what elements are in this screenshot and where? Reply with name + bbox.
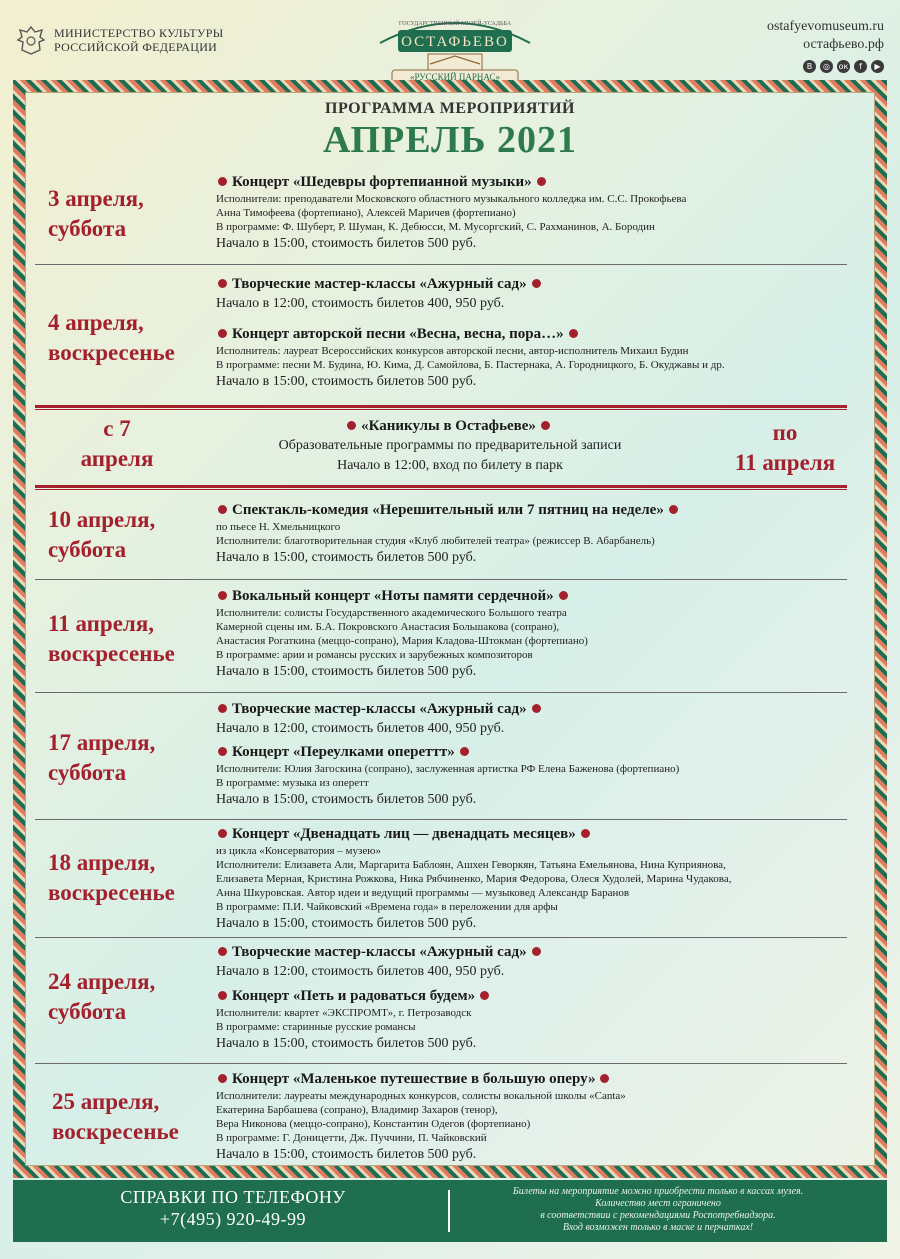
bullet-icon <box>218 991 227 1000</box>
bullet-icon <box>532 279 541 288</box>
event-title-text: Концерт «Шедевры фортепианной музыки» <box>232 174 532 190</box>
event-start: Начало в 15:00, стоимость билетов 500 руб. <box>216 374 477 389</box>
bullet-icon <box>218 947 227 956</box>
date-day: 17 апреля, <box>48 730 156 755</box>
date-label <box>48 184 144 244</box>
event-detail: Анна Тимофеева (фортепиано), Алексей Маричев (фортепиано) <box>216 207 516 219</box>
event-start: Начало в 15:00, стоимость билетов 500 руб. <box>216 1036 477 1051</box>
event-title-text: Творческие мастер-классы «Ажурный сад» <box>232 276 527 292</box>
date-label <box>52 1087 179 1147</box>
instagram-icon[interactable]: ◎ <box>820 60 833 73</box>
event-detail: Исполнители: солисты Государственного академического Большого театра <box>216 607 567 619</box>
event-detail: из цикла «Консерватория – музею» <box>216 845 381 857</box>
date-day: 11 апреля, <box>48 611 155 636</box>
event-detail: В программе: песни М. Будина, Ю. Кима, Д. Самойлова, Б. Пастернака, А. Городницкого, Б. Окуджавы и др. <box>216 359 725 371</box>
date-weekday: воскресенье <box>48 880 175 905</box>
date-day: 10 апреля, <box>48 507 156 532</box>
bullet-icon <box>218 1074 227 1083</box>
event-detail: Камерной сцены им. Б.А. Покровского Анастасия Большакова (сопрано), <box>216 621 560 633</box>
bullet-icon <box>218 747 227 756</box>
event-detail: Исполнители: преподаватели Московского областного музыкального колледжа им. С.С. Прокофьева <box>216 193 687 205</box>
event-detail: Екатерина Барбашева (сопрано), Владимир Захаров (тенор), <box>216 1104 498 1116</box>
bullet-icon <box>460 747 469 756</box>
event-detail: Исполнители: Елизавета Али, Маргарита Баблоян, Ашхен Геворкян, Татьяна Емельянова, Нина Куприянова, <box>216 859 726 871</box>
event-detail: В программе: старинные русские романсы <box>216 1021 416 1033</box>
date-weekday: суббота <box>48 999 127 1024</box>
holiday-line-2: Начало в 12:00, вход по билету в парк <box>337 458 563 473</box>
event-detail: Исполнители: Юлия Загоскина (сопрано), заслуженная артистка РФ Елена Баженова (фортепиано) <box>216 763 680 775</box>
event-title <box>200 417 700 436</box>
bullet-icon <box>541 421 550 430</box>
bullet-icon <box>600 1074 609 1083</box>
websites-block <box>767 18 884 73</box>
bullet-icon <box>347 421 356 430</box>
event-start: Начало в 15:00, стоимость билетов 500 руб. <box>216 792 477 807</box>
logo-top-text: ГОСУДАРСТВЕННЫЙ МУЗЕЙ-УСАДЬБА <box>398 21 512 27</box>
event-start: Начало в 15:00, стоимость билетов 500 руб. <box>216 236 477 251</box>
footer-notice <box>483 1186 833 1234</box>
event-title-text: Творческие мастер-классы «Ажурный сад» <box>232 701 527 717</box>
date-weekday: воскресенье <box>48 641 175 666</box>
event-title <box>216 743 856 762</box>
event-block <box>216 743 856 810</box>
event-detail: Анна Шкуровская. Автор идеи и ведущий программы — музыковед Александр Баранов <box>216 887 630 899</box>
event-detail: по пьесе Н. Хмельницкого <box>216 521 341 533</box>
odnoklassniki-icon[interactable]: ок <box>838 62 849 71</box>
website-link-1[interactable]: ostafyevomuseum.ru <box>766 19 884 34</box>
bullet-icon <box>218 329 227 338</box>
program-title: ПРОГРАММА МЕРОПРИЯТИЙ <box>325 100 575 117</box>
event-title <box>216 325 856 344</box>
event-detail: Вера Никонова (меццо-сопрано), Константин Одегов (фортепиано) <box>216 1118 531 1130</box>
event-title-text: Концерт «Петь и радоваться будем» <box>232 988 476 1004</box>
bullet-icon <box>537 177 546 186</box>
event-detail: Анастасия Рогаткина (меццо-сопрано), Мария Кладова-Штокман (фортепиано) <box>216 635 588 647</box>
event-detail: В программе: Г. Доницетти, Дж. Пуччини, П. Чайковский <box>216 1132 487 1144</box>
phone-block <box>108 1186 358 1230</box>
event-title-text: Концерт «Маленькое путешествие в большую оперу» <box>232 1071 596 1087</box>
date-day: 18 апреля, <box>48 850 156 875</box>
divider <box>35 937 847 938</box>
event-title-text: Концерт авторской песни «Весна, весна, пора…» <box>232 326 564 342</box>
footer-divider <box>448 1190 450 1232</box>
event-start: Начало в 15:00, стоимость билетов 500 руб. <box>216 916 477 931</box>
event-title-text: Вокальный концерт «Ноты памяти сердечной» <box>232 588 554 604</box>
youtube-icon[interactable]: ▶ <box>871 60 884 73</box>
event-block <box>216 275 856 314</box>
event-title <box>216 173 856 192</box>
event-block <box>216 325 856 392</box>
event-detail: Елизавета Мерная, Кристина Рожкова, Ника Рябчиненко, Мария Федорова, Олеся Худолей, Марина Чудакова, <box>216 873 732 885</box>
notice-line: в соответствии с рекомендациями Роспотребнадзора. <box>540 1210 776 1221</box>
date-weekday: суббота <box>48 537 127 562</box>
notice-line: Вход возможен только в маске и перчатках! <box>562 1222 754 1233</box>
facebook-icon[interactable]: f <box>854 60 867 73</box>
website-link-2[interactable]: остафьево.рф <box>803 37 884 52</box>
logo-name: ОСТАФЬЕВО <box>401 34 509 50</box>
date-weekday: воскресенье <box>52 1119 179 1144</box>
date-weekday: суббота <box>48 760 127 785</box>
event-block <box>216 943 856 982</box>
eagle-emblem-icon <box>16 24 46 56</box>
date-label <box>48 308 175 368</box>
event-block <box>216 825 856 934</box>
date-label <box>48 609 175 669</box>
double-divider <box>35 489 847 490</box>
bullet-icon <box>218 279 227 288</box>
footer <box>13 1180 887 1242</box>
holiday-line-1: Образовательные программы по предварительной записи <box>278 438 622 453</box>
event-start: Начало в 12:00, стоимость билетов 400, 950 руб. <box>216 964 505 979</box>
event-start: Начало в 15:00, стоимость билетов 500 руб. <box>216 1147 477 1162</box>
divider <box>35 819 847 820</box>
event-title-text: «Каникулы в Остафьеве» <box>361 418 536 434</box>
holiday-block <box>200 417 700 476</box>
event-detail: В программе: П.И. Чайковский «Времена года» в переложении для арфы <box>216 901 558 913</box>
bullet-icon <box>218 177 227 186</box>
divider <box>35 692 847 693</box>
ministry-block <box>16 24 223 56</box>
event-block <box>216 1070 856 1165</box>
event-detail: Исполнитель: лауреат Всероссийских конкурсов авторской песни, автор-исполнитель Михаил Будин <box>216 345 689 357</box>
date-label <box>48 848 175 908</box>
date-weekday: суббота <box>48 216 127 241</box>
event-title <box>216 700 856 719</box>
event-title <box>216 275 856 294</box>
ministry-name <box>54 26 223 54</box>
date-label <box>48 505 155 565</box>
phone-number[interactable]: +7(495) 920-49-99 <box>159 1209 307 1229</box>
holiday-to-1: по <box>772 420 798 445</box>
event-block <box>216 173 856 254</box>
bullet-icon <box>532 947 541 956</box>
event-start: Начало в 15:00, стоимость билетов 500 руб. <box>216 664 477 679</box>
date-label <box>48 967 155 1027</box>
event-title-text: Творческие мастер-классы «Ажурный сад» <box>232 944 527 960</box>
event-block <box>216 501 856 568</box>
bullet-icon <box>218 704 227 713</box>
divider <box>35 579 847 580</box>
holiday-from-1: с 7 <box>103 416 131 441</box>
date-label <box>48 728 155 788</box>
ministry-line-1: МИНИСТЕРСТВО КУЛЬТУРЫ <box>54 26 224 40</box>
double-divider <box>35 409 847 410</box>
event-title-text: Концерт «Переулками опереттт» <box>232 744 455 760</box>
divider <box>35 1063 847 1064</box>
phone-label: СПРАВКИ ПО ТЕЛЕФОНУ <box>120 1187 346 1207</box>
ministry-line-2: РОССИЙСКОЙ ФЕДЕРАЦИИ <box>54 40 218 54</box>
event-title <box>216 825 856 844</box>
bullet-icon <box>218 591 227 600</box>
social-icons <box>767 60 884 73</box>
double-divider <box>35 485 847 488</box>
holiday-from <box>62 414 172 474</box>
notice-line: Количество мест ограничено <box>595 1198 721 1209</box>
event-title <box>216 1070 856 1089</box>
event-start: Начало в 12:00, стоимость билетов 400, 950 руб. <box>216 721 505 736</box>
bullet-icon <box>569 329 578 338</box>
bullet-icon <box>218 505 227 514</box>
date-day: 3 апреля, <box>48 186 144 211</box>
notice-line: Билеты на мероприятие можно приобрести только в кассах музея. <box>512 1186 804 1197</box>
divider <box>35 264 847 265</box>
bullet-icon <box>559 591 568 600</box>
bullet-icon <box>532 704 541 713</box>
event-title-text: Концерт «Двенадцать лиц — двенадцать месяцев» <box>232 826 576 842</box>
event-detail: В программе: Ф. Шуберт, Р. Шуман, К. Дебюсси, М. Мусоргский, С. Рахманинов, А. Бородин <box>216 221 655 233</box>
date-day: 25 апреля, <box>52 1089 160 1114</box>
event-block <box>216 587 856 682</box>
museum-logo <box>370 8 540 88</box>
bullet-icon <box>581 829 590 838</box>
event-title-text: Спектакль-комедия «Нерешительный или 7 пятниц на неделе» <box>232 502 664 518</box>
event-detail: Исполнители: квартет «ЭКСПРОМТ», г. Петрозаводск <box>216 1007 472 1019</box>
month-title: АПРЕЛЬ 2021 <box>322 119 578 161</box>
double-divider <box>35 405 847 408</box>
bullet-icon <box>480 991 489 1000</box>
event-block <box>216 700 856 739</box>
event-start: Начало в 12:00, стоимость билетов 400, 950 руб. <box>216 296 505 311</box>
holiday-to <box>715 418 855 478</box>
event-block <box>216 987 856 1054</box>
date-day: 4 апреля, <box>48 310 144 335</box>
vk-icon[interactable]: В <box>803 60 816 73</box>
logo-subtitle: «РУССКИЙ ПАРНАС» <box>410 72 500 82</box>
date-weekday: воскресенье <box>48 340 175 365</box>
bullet-icon <box>218 829 227 838</box>
event-detail: Исполнители: лауреаты международных конкурсов, солисты вокальной школы «Canta» <box>216 1090 626 1102</box>
event-detail: Исполнители: благотворительная студия «Клуб любителей театра» (режиссер В. Абарбанель) <box>216 535 655 547</box>
event-title <box>216 943 856 962</box>
event-title <box>216 501 856 520</box>
bullet-icon <box>669 505 678 514</box>
event-start: Начало в 15:00, стоимость билетов 500 руб. <box>216 550 477 565</box>
holiday-to-2: 11 апреля <box>734 450 836 475</box>
date-day: 24 апреля, <box>48 969 156 994</box>
event-detail: В программе: арии и романсы русских и зарубежных композиторов <box>216 649 533 661</box>
event-title <box>216 987 856 1006</box>
event-title <box>216 587 856 606</box>
event-detail: В программе: музыка из оперетт <box>216 777 369 789</box>
holiday-from-2: апреля <box>80 446 154 471</box>
